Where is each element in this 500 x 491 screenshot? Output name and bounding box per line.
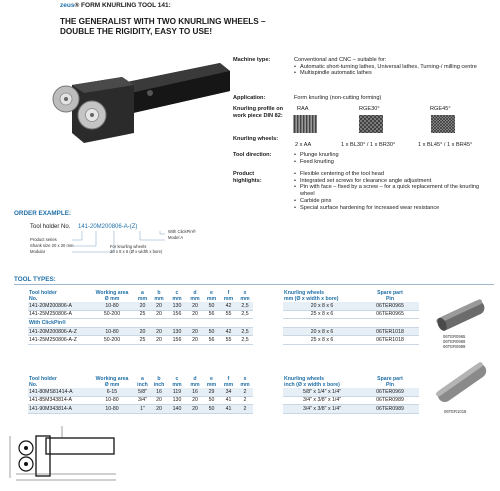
table-cell: 20 x 8 x 6 [283,327,361,336]
header-cell: e [210,376,213,382]
header-cell: Knurling wheels [284,376,325,382]
table-cell: 10-80 [90,302,134,310]
table-cell: 06TER0965 [361,302,419,310]
header-cell: Working area [95,376,129,382]
machine-type-label: Machine type: [233,57,271,63]
header-cell: Ø mm [104,382,120,388]
table-cell: 56 [203,336,220,345]
knurl-swatch-raa [293,115,317,133]
table-row [283,336,419,345]
order-ann-model: Model A [168,235,184,240]
table-cell: 29 [203,388,220,396]
header-cell: No. [29,382,38,388]
knurl-profile-swatches [291,113,491,135]
profile-type-rge45: RGE45° [430,106,451,112]
header-cell: f [227,376,230,382]
table-row [283,327,419,336]
clickpin-subheader-row [28,319,253,328]
direction-row [233,152,495,167]
table-cell: 20 [187,396,203,405]
order-code: 141-20M200806-A-(Z) [78,224,138,230]
table-row [28,396,253,405]
product-header [60,2,171,9]
table-cell: 140 [167,405,187,414]
machine-type-bullet: • Multispindle automatic lathes [294,70,494,77]
table-row [28,405,253,414]
header-cell: mm [240,296,250,302]
table-row [28,310,253,319]
headline [60,17,266,37]
table-cell: 130 [167,302,187,310]
table-cell: 16 [151,388,167,396]
highlight-bullet: • Flexible centering of the tool head [294,171,494,178]
machine-type-bullet: • Automatic short-turning lathes, Universal lathes, Turning-/ milling centre [294,64,494,71]
wheels-value-rge30: 1 x BL30° / 1 x BR30° [341,142,396,148]
table-cell: 16 [187,388,203,396]
highlight-bullet: • Carbide pins [294,198,494,205]
header-cell: mm [190,382,200,388]
header-cell: d [193,290,197,296]
order-example-title: ORDER EXAMPLE: [14,210,72,217]
header-cell: Knurling wheels [284,290,325,296]
application-label: Application: [233,95,266,101]
header-cell: mm [190,296,200,302]
wheel-table-metric [283,290,419,345]
direction-bullet: • Feed knurling [294,159,339,166]
table-cell: 34 [220,388,237,396]
table-row [28,327,253,336]
header-cell: No. [29,296,38,302]
header-cell: mm [240,382,250,388]
table-cell: 20 [151,302,167,310]
table-cell: 20 [151,405,167,414]
order-ann-series: Product series [30,237,57,242]
brand-name: zeus [60,2,75,9]
wheels-value-raa: 2 x AA [295,142,312,148]
table-cell: 3/4" [134,396,151,405]
table-cell: 2 [237,396,253,405]
table-cell: 20 x 8 x 6 [283,302,361,310]
table-cell: 50 [203,302,220,310]
profile-label: Knurling profile on work piece DIN 82: [233,106,284,119]
table-cell: 130 [167,327,187,336]
wheel-table-imperial [283,376,419,414]
pin-label: 06TER0989 [443,344,466,349]
header-cell: a [141,376,144,382]
table-cell: 06TER0965 [361,310,419,319]
header-cell: mm [223,296,234,302]
table-cell: 156 [167,336,187,345]
order-ann-clickpin: With ClickPin® [168,229,196,234]
table-cell: 3/4" x 3/8" x 1/4" [283,396,361,405]
header-cell: Spare part [377,290,403,296]
clickpin-subheader: With ClickPin® [28,319,253,328]
table-row [28,336,253,345]
table-cell: 20 [187,405,203,414]
wheels-value-rge45: 1 x BL45° / 1 x BR45° [418,142,473,148]
header-cell: mm [206,382,217,388]
table-cell: 41 [220,405,237,414]
table-cell: 141-80MS81414-A [28,388,90,396]
header-cell: Spare part [377,376,403,382]
table-cell: 06TER1018 [361,336,419,345]
machine-type-row [233,57,495,95]
table-cell: 20 [187,327,203,336]
table-cell: 55 [220,336,237,345]
table-cell: 5/8" [134,388,151,396]
table-cell: 56 [203,310,220,319]
table-cell: 25 [134,336,151,345]
table-cell: 2 [237,405,253,414]
direction-bullet: • Plunge knurling [294,152,339,159]
table-cell: 06TER0989 [361,396,419,405]
table-cell: 20 [187,310,203,319]
knurling-tool-photo [52,55,232,147]
table-cell: 06TER0989 [361,405,419,414]
table-row [283,405,419,414]
highlight-bullet: • Integrated set screws for clearance angle adjustment [294,178,494,185]
product-title: ® FORM KNURLING TOOL 141: [74,2,171,9]
table-row [28,388,253,396]
table-cell: 20 [151,396,167,405]
headline-line-1: THE GENERALIST WITH TWO KNURLING WHEELS – [60,17,266,26]
table-cell: 141-20M200806-A [28,302,90,310]
technical-drawing [6,424,118,488]
table-cell: 06TER0969 [361,388,419,396]
header-cell: c [175,376,179,382]
table-cell: 50-200 [90,310,134,319]
table-cell: 20 [187,302,203,310]
table-row [283,302,419,310]
table-cell: 20 [187,336,203,345]
application-row [233,95,495,106]
table-cell: 130 [167,396,187,405]
table-cell: 5/8" x 1/4" x 1/4" [283,388,361,396]
highlight-bullet: • Special surface hardening for increased wear resistance [294,205,494,212]
table-row [28,302,253,310]
table-cell: 141-20M200806-A-Z [28,327,90,336]
table-cell: 2,5 [237,310,253,319]
header-cell: c [175,290,179,296]
table-cell: 20 [151,336,167,345]
header-cell: inch [137,382,148,388]
order-ann-wheels-dim: 20 x 8 x 6 (Ø x width x bore) [110,249,163,254]
highlight-bullet: • Pin with face – fixed by a screw – for a quick replacement of the knurling wheel [294,184,494,197]
profile-type-rge30: RGE30° [359,106,380,112]
order-ann-wheels: For knurling wheels [110,244,147,249]
table-cell: 156 [167,310,187,319]
header-cell: x [243,376,247,382]
table-cell: 141-90M343814-A [28,405,90,414]
table-cell: 2 [237,388,253,396]
table-cell: 25 [134,310,151,319]
table-cell: 20 [134,327,151,336]
wheels-label: Knurling wheels: [233,136,279,142]
table-cell: 25 x 8 x 6 [283,310,361,319]
table-cell: 41 [220,396,237,405]
direction-label: Tool direction: [233,152,272,158]
table-cell: 55 [220,310,237,319]
header-cell: Working area [95,290,129,296]
profile-row [233,106,495,136]
header-cell: Tool holder [29,376,57,382]
table-cell: 141-25M250806-A-Z [28,336,90,345]
specs-block [233,57,495,215]
table-cell: 2,5 [237,336,253,345]
knurl-swatch-rge45 [431,115,455,133]
tool-types-rule [14,284,494,285]
header-cell: a [141,290,144,296]
machine-type-values [294,57,494,77]
pin-image-bottom [430,360,494,406]
application-value: Form knurling (non-cutting forming) [294,95,382,101]
pin-label: 06TER0969 [443,339,466,344]
header-cell: inch (Ø x width x bore) [284,382,340,388]
header-cell: mm [172,296,182,302]
header-cell: Pin [385,296,395,302]
header-cell: mm [206,296,217,302]
tool-types-title: TOOL TYPES: [14,276,56,283]
table-cell: 6-15 [90,388,134,396]
table-cell: 141-85M343814-A [28,396,90,405]
header-cell: Pin [385,382,395,388]
tool-table-imperial [28,376,253,414]
header-cell: mm [154,296,164,302]
pin-labels-top [443,334,465,349]
header-cell: f [227,290,230,296]
order-ann-shank: Shank size 20 x 20 mm [30,243,74,248]
table-row [283,396,419,405]
table-cell: 42 [220,302,237,310]
table-cell: 50 [203,327,220,336]
table-row [283,310,419,319]
header-cell: Tool holder [29,290,57,296]
table-cell: 06TER1018 [361,327,419,336]
pin-label-bottom: 06TER1018 [444,409,467,414]
table-cell: 2,5 [237,327,253,336]
header-cell: x [243,290,247,296]
header-cell: mm [137,296,148,302]
tool-table-metric [28,290,253,345]
table-cell: 3/4" x 3/8" x 1/4" [283,405,361,414]
table-cell: 2,5 [237,302,253,310]
table-cell: 20 [151,327,167,336]
table-cell: 20 [151,310,167,319]
header-cell: inch [153,382,165,388]
table-cell: 42 [220,327,237,336]
table-cell: 10-80 [90,327,134,336]
header-cell: mm [223,382,234,388]
headline-line-2: DOUBLE THE RIGIDITY, EASY TO USE! [60,27,213,36]
header-cell: mm [172,382,182,388]
highlights-label: Product highlights: [233,171,262,184]
table-cell: 10-80 [90,396,134,405]
table-cell: 1" [134,405,151,414]
highlights-row [233,171,495,215]
wheels-row [233,136,495,150]
table-cell: 141-25M250806-A [28,310,90,319]
pin-label: 06TER0965 [443,334,466,339]
header-cell: e [210,290,213,296]
table-row [283,388,419,396]
header-cell: d [193,376,197,382]
header-cell: b [157,376,161,382]
table-cell: 50-200 [90,336,134,345]
header-cell: Ø mm [104,296,120,302]
table-cell: 10-80 [90,405,134,414]
profile-type-raa: RAA [297,106,309,112]
table-cell: 25 x 8 x 6 [283,336,361,345]
table-cell: 119 [167,388,187,396]
header-cell: mm (Ø x width x bore) [284,296,339,302]
knurl-swatch-rge30 [359,115,383,133]
order-holder-label: Tool holder No. [30,224,71,230]
header-cell: b [157,290,161,296]
table-cell: 20 [134,302,151,310]
order-ann-modular: Modular [30,249,46,254]
pin-image-top [430,295,494,335]
table-cell: 50 [203,405,220,414]
table-cell: 50 [203,396,220,405]
machine-type-line: Conventional and CNC – suitable for: [294,57,387,63]
